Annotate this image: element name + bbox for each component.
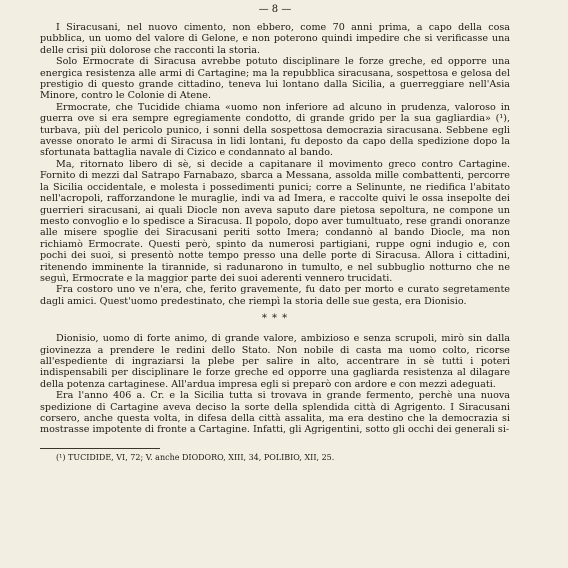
footnote-rule	[40, 448, 160, 449]
paragraph-ermocrate-intro: Solo Ermocrate di Siracusa avrebbe potuto disciplinare le forze greche, ed opporre una energica resistenza alle armi di Cartagine; ma la repubblica siracusana, sospettosa e gelosa del prestigio di questo grande cittadino, teneva lui lontano dalla Sicilia, a guerreggiare nell'Asia Minore, contro le Colonie di Atene.	[40, 56, 510, 102]
paragraph-gelone: I Siracusani, nel nuovo cimento, non ebbero, come 70 anni prima, a capo della cosa pubblica, un uomo del valore di Gelone, e non poterono quindi impedire che si verificasse una delle crisi più dolorose che racconti la storia.	[40, 22, 510, 56]
paragraph-agrigento: Era l'anno 406 a. Cr. e la Sicilia tutta si trovava in grande fermento, perchè una nuova spedizione di Cartagine aveva deciso la sorte della splendida città di Agrigento. I Siracusani corsero, anche questa volta, in difesa della città assalita, ma era destino che la democrazia si mostrasse impotente di fronte a Cartagine. Infatti, gli Agrigentini, sotto gli occhi dei generali si-	[40, 390, 510, 436]
paragraph-dionisio-character: Dionisio, uomo di forte animo, di grande valore, ambizioso e senza scrupoli, mirò sin dalla giovinezza a prendere le redini dello Stato. Non nobile di casta ma uomo colto, ricorse all'espediente di ingraziarsi la plebe per salire in alto, accentrare in sè tutti i poteri indispensabili per disciplinare le forze greche ed opporre una gagliarda resistenza al dilagare della potenza cartaginese. All'ardua impresa egli si preparò con ardore e con mezzi adeguati.	[40, 333, 510, 390]
paragraph-dionisio-reveal: Fra costoro uno ve n'era, che, ferito gravemente, fu dato per morto e curato segretamente dagli amici. Quest'uomo predestinato, che riempì la storia delle sue gesta, era Dionisio.	[40, 284, 510, 307]
paragraph-ermocrate-tucidide: Ermocrate, che Tucidide chiama «uomo non inferiore ad alcuno in prudenza, valoroso in guerra ove si era sempre egregiamente condotto, di grande grido per la sua gagliardia» (¹), turbava, più del pericolo punico, i sonni della sospettosa democrazia siracusana. Sebbene egli avesse onorato le armi di Siracusa in lidi lontani, fu deposto da capo della spedizione dopo la sfortunata battaglia navale di Cizico e condannato al bando.	[40, 101, 510, 159]
footnote: (¹) TUCIDIDE, VI, 72; V. anche DIODORO, XIII, 34, POLIBIO, XII, 25.	[56, 452, 335, 462]
page-number: — 8 —	[258, 4, 292, 15]
section-asterism: * * *	[261, 313, 289, 325]
paragraph-ermocrate-return: Ma, ritornato libero di sè, si decide a capitanare il movimento greco contro Cartagine. Fornito di mezzi dal Satrapo Farnabazo, sbarca a Messana, assolda mille combattenti, percorre la Sicilia occidentale, e molesta i possedimenti punici; corre a Selinunte, ne riedifica l'abitato nell'acropoli, rafforzandone le muraglie, indi va ad Imera, e raccolte quivi le ossa insepolte dei guerrieri siracusani, ai quali Diocle non aveva saputo dare pietosa sepoltura, ne compone un mesto convoglio e lo spedisce a Siracusa. Il popolo, dopo aver tumultuato, rese grandi onoranze alle misere spoglie dei Siracusani periti sotto Imera; condannò al bando Diocle, ma non richiamò Ermocrate. Questi però, spinto da numerosi partigiani, ruppe ogni indugio e, con pochi dei suoi, si presentò notte tempo presso una delle porte di Siracusa. Allora i cittadini, ritenendo imminente la tirannide, si radunarono in tumulto, e nel subbuglio notturno che ne seguì, Ermocrate e la maggior parte dei suoi aderenti vennero trucidati.	[40, 158, 510, 284]
